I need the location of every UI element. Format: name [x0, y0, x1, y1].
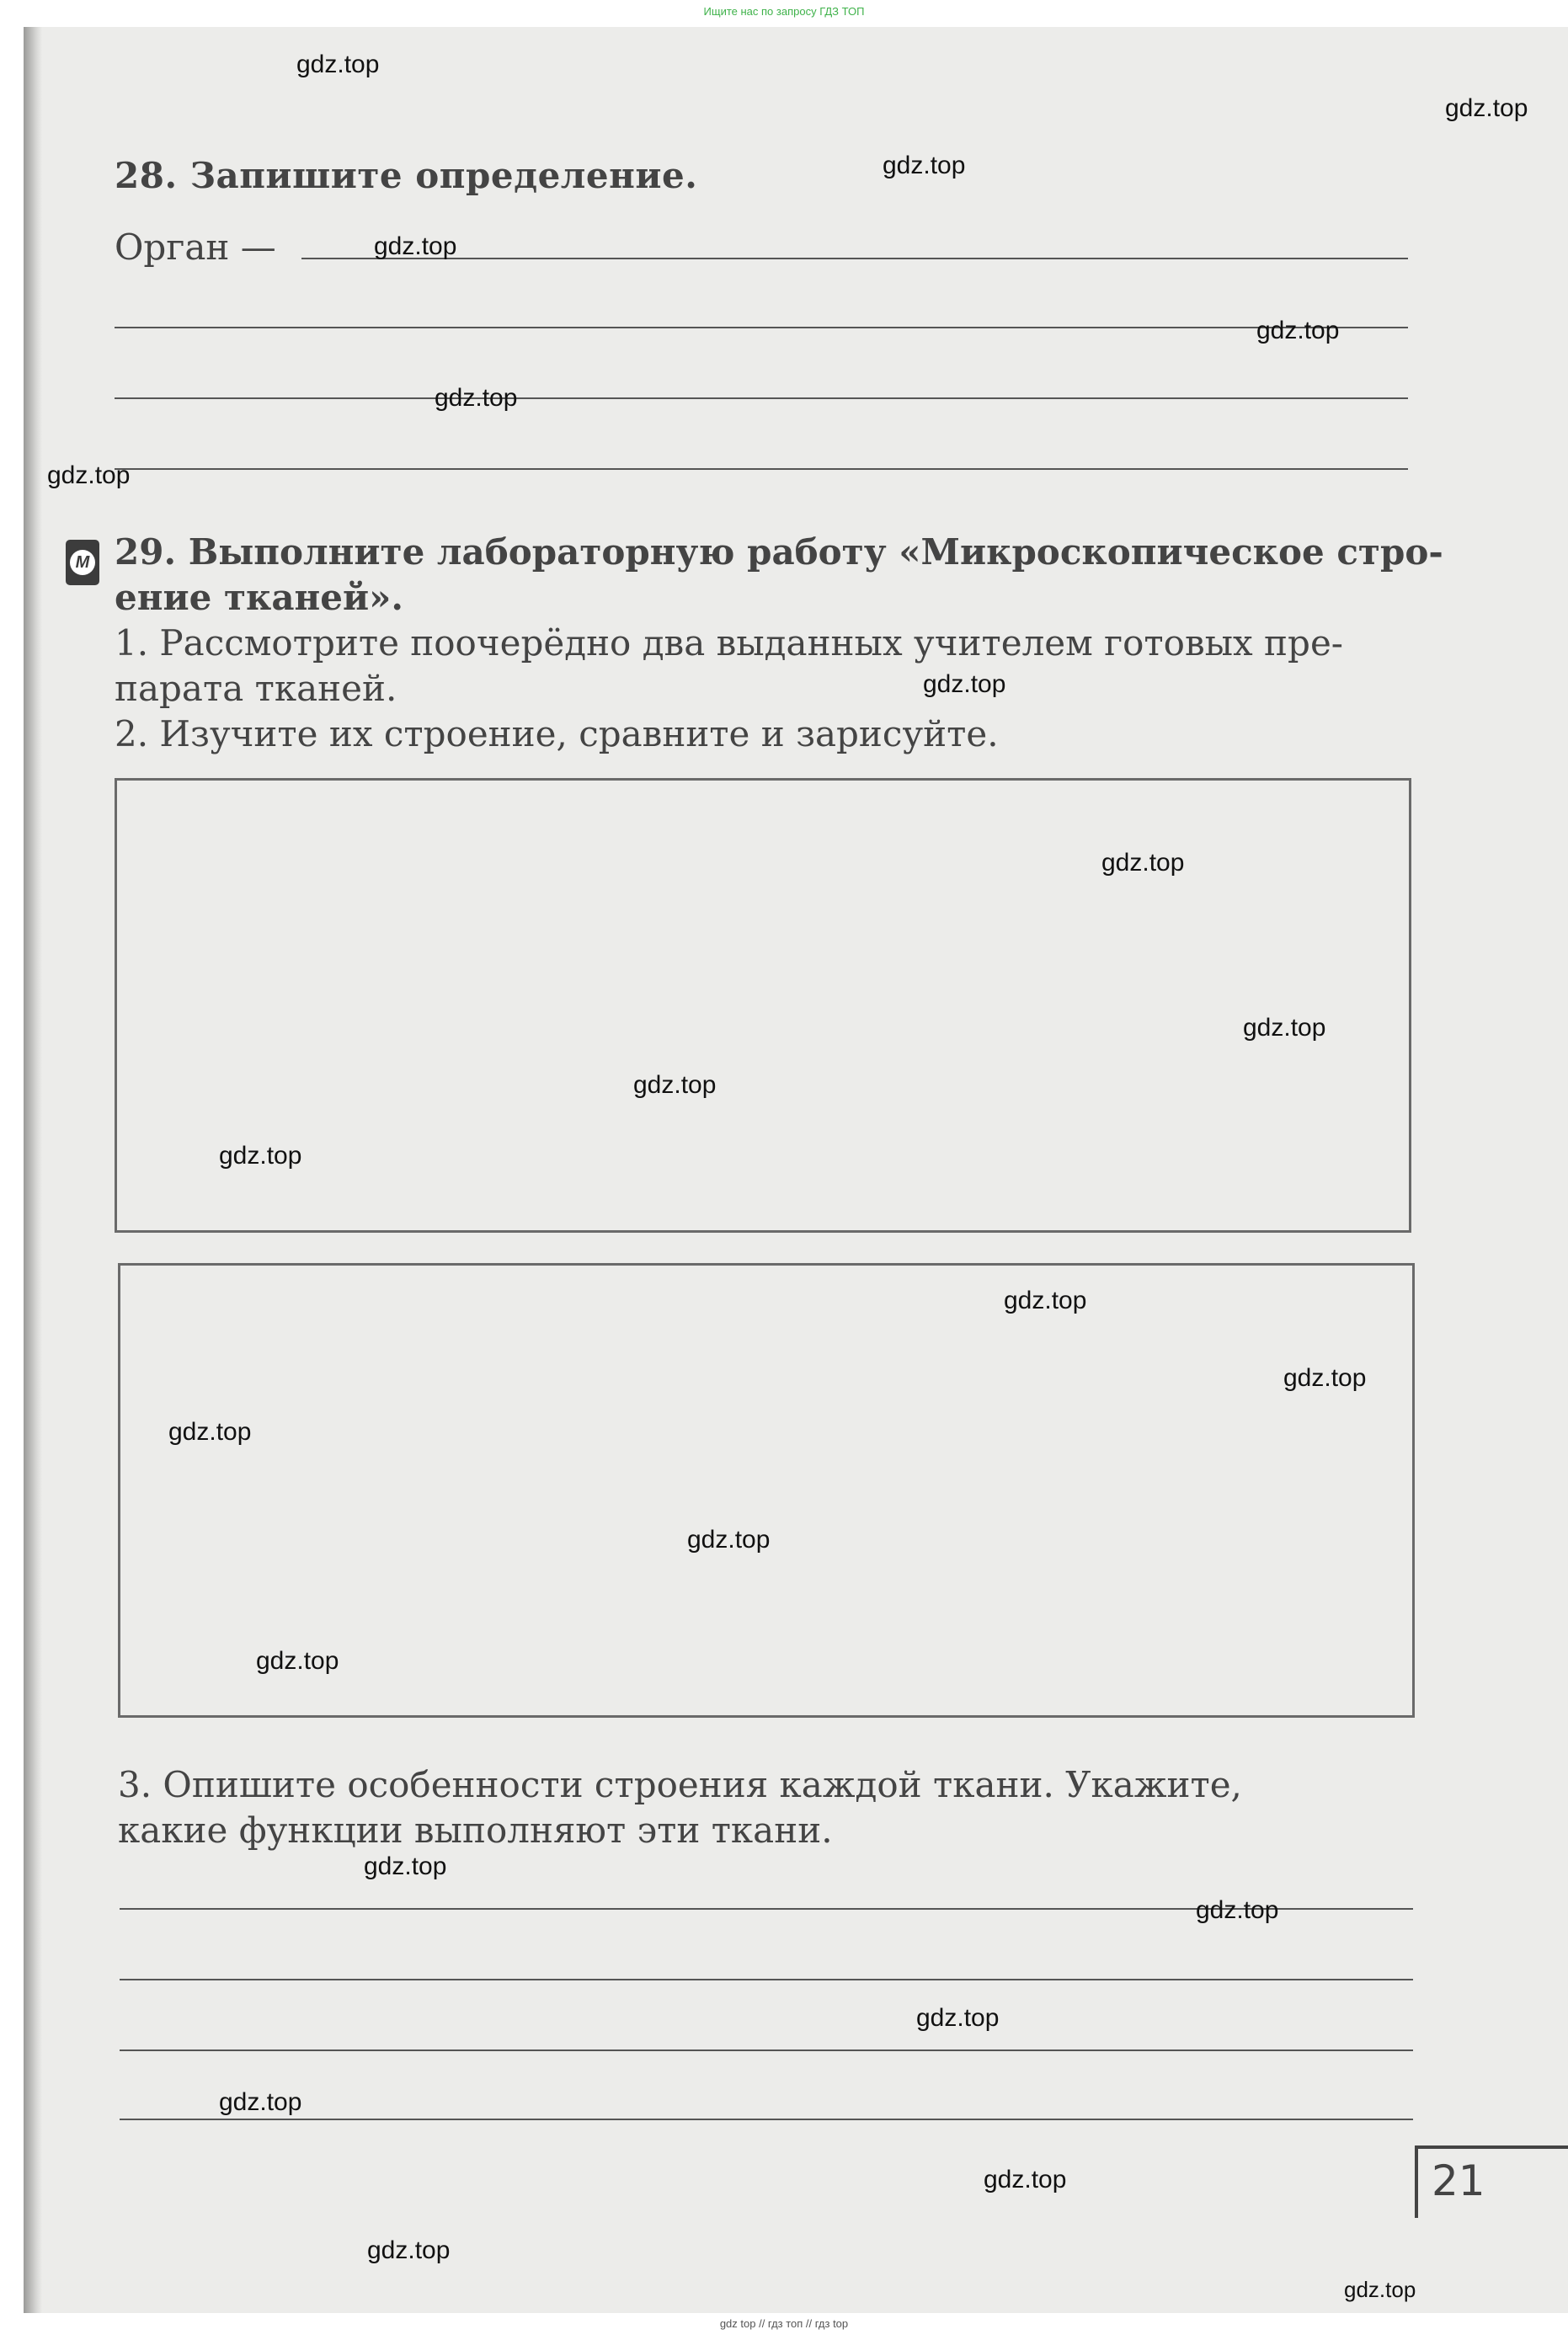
task-29-step2: 2. Изучите их строение, сравните и зарисуйте. [115, 713, 999, 754]
watermark: gdz.top [883, 152, 966, 179]
top-banner[interactable]: Ищите нас по запросу ГДЗ ТОП [703, 5, 865, 18]
lab-work-icon [66, 540, 99, 585]
watermark: gdz.top [374, 232, 457, 260]
task-28-title: 28. Запишите определение. [115, 155, 698, 196]
task-29-step1-line1: 1. Рассмотрите поочерёдно два выданных учителем готовых пре- [115, 622, 1343, 664]
watermark: gdz.top [1243, 1014, 1326, 1042]
watermark: gdz.top [923, 670, 1006, 698]
watermark: gdz.top [916, 2004, 1000, 2032]
watermark: gdz.top [1004, 1287, 1087, 1314]
lab-work-icon-letter: М [70, 550, 95, 575]
answer-line-28-3[interactable] [115, 397, 1408, 399]
watermark: gdz.top [168, 1418, 252, 1446]
watermark: gdz.top [1101, 849, 1185, 877]
watermark: gdz.top [219, 1142, 302, 1170]
task-28-prompt: Орган — [115, 227, 276, 268]
watermark: gdz.top [435, 384, 518, 412]
task-29-step1-line2: парата тканей. [115, 668, 397, 709]
answer-line-28-4[interactable] [115, 468, 1408, 470]
answer-line-29-3[interactable] [120, 2049, 1413, 2051]
watermark: gdz.top [984, 2166, 1067, 2193]
task-29-title-line2: ение тканей». [115, 577, 404, 618]
watermark: gdz.top [219, 2088, 302, 2116]
answer-line-28-1[interactable] [301, 258, 1408, 259]
watermark: gdz.top [1256, 317, 1340, 344]
watermark: gdz.top [256, 1647, 339, 1675]
task-29-title-line1: 29. Выполните лабораторную работу «Микроскопическое стро- [115, 531, 1443, 573]
bottom-banner[interactable]: gdz top // гдз топ // гдз top [719, 2317, 849, 2330]
watermark: gdz.top [1196, 1896, 1279, 1924]
watermark: gdz.top [367, 2236, 451, 2264]
watermark: gdz.top [1344, 2277, 1416, 2302]
watermark: gdz.top [364, 1852, 447, 1880]
answer-line-28-2[interactable] [115, 327, 1408, 328]
task-29-step3-line2: какие функции выполняют эти ткани. [118, 1810, 833, 1851]
task-29-step3-line1: 3. Опишите особенности строения каждой ткани. Укажите, [118, 1764, 1242, 1805]
watermark: gdz.top [1283, 1364, 1367, 1392]
watermark: gdz.top [1445, 94, 1528, 122]
watermark: gdz.top [633, 1071, 717, 1099]
answer-line-29-4[interactable] [120, 2119, 1413, 2120]
watermark: gdz.top [47, 461, 131, 489]
watermark: gdz.top [687, 1526, 771, 1554]
page-number: 21 [1432, 2156, 1485, 2205]
answer-line-29-2[interactable] [120, 1979, 1413, 1980]
drawing-box-1[interactable] [115, 778, 1411, 1233]
watermark: gdz.top [296, 51, 380, 78]
page-binding-shadow [24, 27, 42, 2313]
